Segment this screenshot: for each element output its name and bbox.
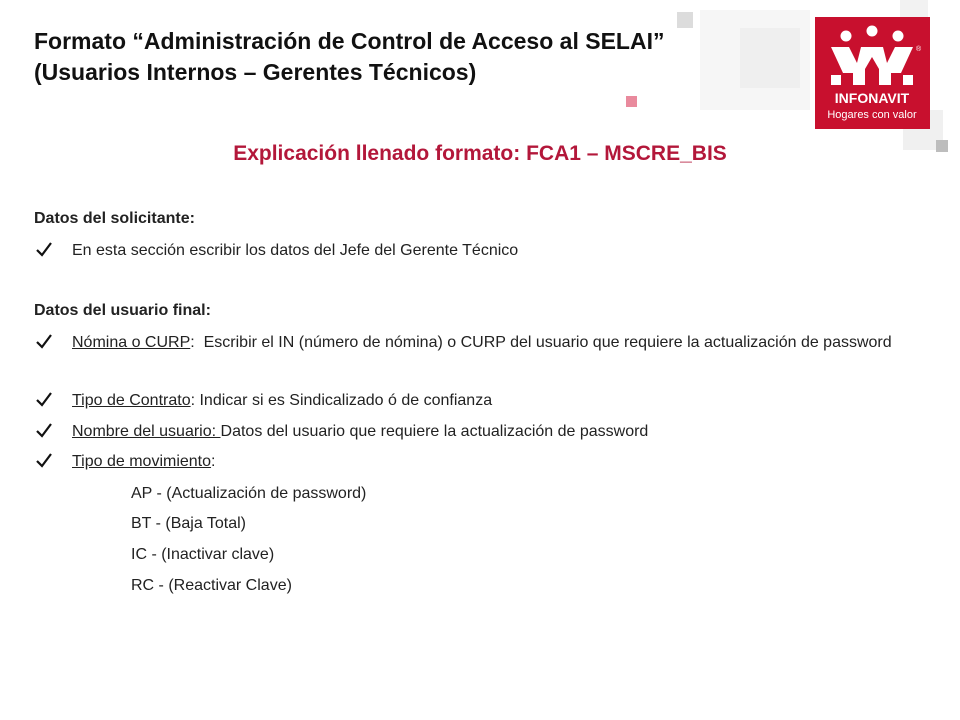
checkmark-icon — [34, 332, 54, 352]
list-item-text: Escribir el IN (número de nómina) o CURP del usuario que requiere la actualización de password — [203, 334, 892, 351]
page-title-line1: Formato “Administración de Control de Acceso al SELAI” — [34, 28, 665, 54]
list-item — [34, 332, 914, 354]
checkmark-icon — [34, 421, 54, 441]
deco-square-accent — [626, 96, 637, 107]
page-title — [34, 26, 794, 88]
checkmark-icon — [34, 451, 54, 471]
section-heading-usuario-final: Datos del usuario final: — [34, 302, 211, 319]
list-item-text: En esta sección escribir los datos del Jefe del Gerente Técnico — [72, 242, 519, 259]
infonavit-logo — [815, 17, 930, 129]
list-item-label: Tipo de Contrato — [72, 392, 191, 409]
movement-option: IC - (Inactivar clave) — [131, 546, 275, 563]
subtitle-text: Explicación llenado formato: FCA1 – MSCRE_BIS — [233, 142, 727, 165]
page-title-line2: (Usuarios Internos – Gerentes Técnicos) — [34, 59, 477, 85]
list-item — [34, 240, 914, 262]
list-item-sep: : — [190, 392, 200, 409]
registered-mark: ® — [916, 46, 922, 53]
subtitle — [0, 142, 960, 166]
section-heading-solicitante: Datos del solicitante: — [34, 210, 195, 227]
checkmark-icon — [34, 390, 54, 410]
list-item-text: Indicar si es Sindicalizado ó de confianza — [199, 392, 493, 409]
movement-option: AP - (Actualización de password) — [131, 485, 367, 502]
logo-tagline: Hogares con valor — [827, 109, 917, 121]
checkmark-icon — [34, 240, 54, 260]
list-item — [34, 390, 914, 412]
list-item-label: Tipo de movimiento — [72, 453, 212, 470]
list-item-text: Datos del usuario que requiere la actualización de password — [220, 423, 649, 440]
list-item — [34, 451, 914, 473]
list-item — [34, 421, 914, 443]
list-item-label: Nómina o CURP — [72, 334, 191, 351]
list-item-label: Nombre del usuario: — [72, 423, 221, 440]
list-item-sep: : — [211, 453, 216, 470]
list-item-sep: : — [190, 334, 204, 351]
movement-option: RC - (Reactivar Clave) — [131, 577, 292, 594]
movement-option: BT - (Baja Total) — [131, 515, 247, 532]
logo-brand: INFONAVIT — [834, 90, 910, 106]
